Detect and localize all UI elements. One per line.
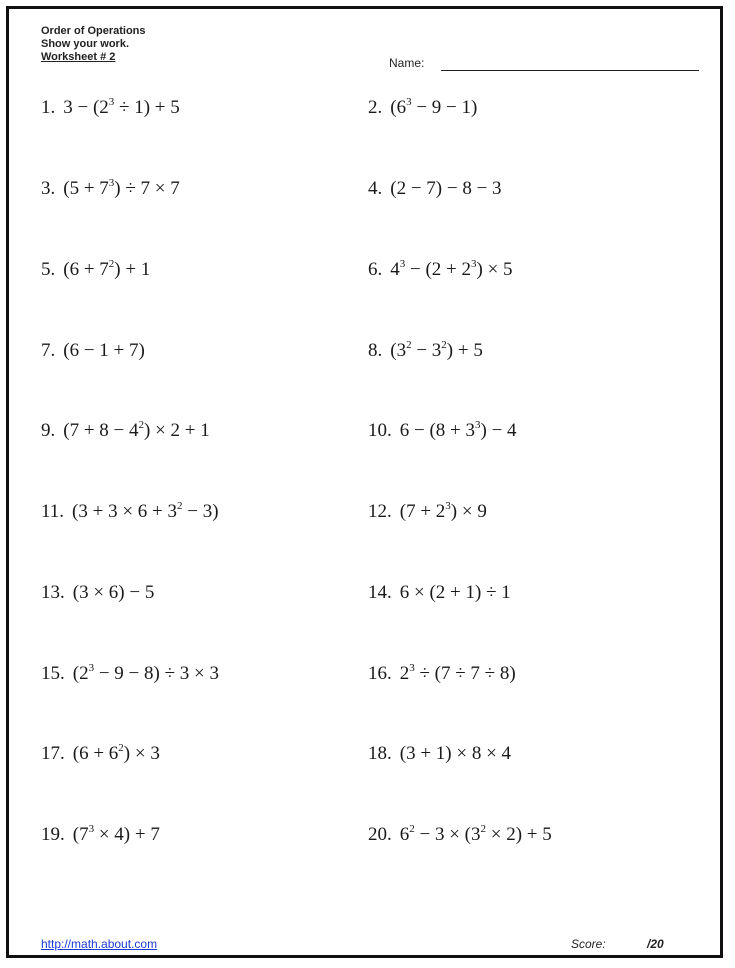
expression-text: (3 × 6) − 5	[72, 582, 155, 603]
exponent: 2	[177, 500, 183, 512]
problem-number: 20.	[368, 824, 392, 845]
exponent: 3	[406, 96, 412, 108]
problem-9	[41, 420, 210, 442]
problem-12	[368, 501, 487, 523]
problem-6	[368, 259, 513, 281]
exponent: 2	[406, 339, 412, 351]
problem-number: 2.	[368, 97, 383, 118]
problem-number: 9.	[41, 420, 56, 441]
expression-text: ) ÷ 7 × 7	[114, 178, 180, 199]
problem-3	[41, 178, 180, 200]
expression-text: (3 + 1) × 8 × 4	[399, 743, 512, 764]
exponent: 2	[409, 823, 415, 835]
problem-number: 3.	[41, 178, 56, 199]
exponent: 2	[441, 339, 447, 351]
problem-number: 4.	[368, 178, 383, 199]
expression-text: − 3 × (3	[414, 824, 481, 845]
expression-text: − 3	[411, 340, 442, 361]
expression-text: ÷ 1) + 5	[114, 97, 180, 118]
exponent: 3	[399, 258, 406, 270]
expression-text: ) × 3	[123, 743, 160, 764]
problem-14	[368, 582, 511, 604]
problem-4	[368, 178, 502, 200]
expression-text: − 9 − 1)	[411, 97, 478, 118]
worksheet-number: Worksheet # 2	[41, 51, 116, 63]
problem-8	[368, 340, 483, 362]
exponent: 3	[108, 96, 115, 108]
worksheet-page	[6, 6, 723, 958]
exponent: 2	[480, 823, 487, 835]
problem-number: 17.	[41, 743, 65, 764]
expression-text: (3	[390, 340, 407, 361]
expression-text: (6 + 7	[63, 259, 109, 280]
problem-number: 13.	[41, 582, 65, 603]
expression-text: ) + 5	[446, 340, 483, 361]
expression-text: (2	[72, 663, 89, 684]
problem-number: 14.	[368, 582, 392, 603]
expression-text: (6 − 1 + 7)	[63, 340, 145, 361]
expression-text: ) − 4	[480, 420, 517, 441]
exponent: 3	[409, 662, 415, 674]
problem-number: 11.	[41, 501, 65, 522]
problem-13	[41, 582, 154, 604]
name-label: Name:	[389, 56, 425, 70]
expression-text: (7	[72, 824, 89, 845]
expression-text: ) × 2 + 1	[144, 420, 210, 441]
expression-text: ÷ (7 ÷ 7 ÷ 8)	[414, 663, 516, 684]
problem-number: 18.	[368, 743, 392, 764]
problem-number: 12.	[368, 501, 392, 522]
exponent: 3	[108, 177, 115, 189]
expression-text: (7 + 8 − 4	[63, 420, 139, 441]
score-total: /20	[647, 937, 664, 951]
problem-number: 15.	[41, 663, 65, 684]
problem-20	[368, 824, 552, 846]
problem-2	[368, 97, 477, 119]
expression-text: 2	[399, 663, 410, 684]
expression-text: ) × 5	[476, 259, 513, 280]
exponent: 2	[118, 742, 124, 754]
source-link[interactable]: http://math.about.com	[41, 937, 158, 951]
problem-10	[368, 420, 517, 442]
problem-number: 7.	[41, 340, 56, 361]
expression-text: − (2 + 2	[405, 259, 472, 280]
problem-number: 16.	[368, 663, 392, 684]
problem-16	[368, 663, 516, 685]
exponent: 3	[445, 500, 451, 512]
expression-text: 6 − (8 + 3	[399, 420, 476, 441]
exponent: 3	[88, 662, 95, 674]
problem-1	[41, 97, 180, 119]
problem-number: 19.	[41, 824, 65, 845]
exponent: 2	[138, 419, 145, 431]
problem-number: 10.	[368, 420, 392, 441]
exponent: 3	[88, 823, 95, 835]
expression-text: ) × 9	[450, 501, 487, 522]
expression-text: (2 − 7) − 8 − 3	[390, 178, 502, 199]
expression-text: 6	[399, 824, 410, 845]
problem-number: 8.	[368, 340, 383, 361]
problem-number: 5.	[41, 259, 56, 280]
exponent: 3	[471, 258, 477, 270]
expression-text: (6 + 6	[72, 743, 119, 764]
expression-text: ) + 1	[114, 259, 151, 280]
expression-text: × 4) + 7	[94, 824, 160, 845]
expression-text: 3 − (2	[63, 97, 109, 118]
problem-number: 6.	[368, 259, 383, 280]
problem-19	[41, 824, 160, 846]
problem-7	[41, 340, 145, 362]
expression-text: (6	[390, 97, 407, 118]
problem-18	[368, 743, 511, 765]
problem-15	[41, 663, 219, 685]
expression-text: (5 + 7	[63, 178, 109, 199]
expression-text: × 2) + 5	[486, 824, 552, 845]
expression-text: − 9 − 8) ÷ 3 × 3	[94, 663, 219, 684]
problem-5	[41, 259, 150, 281]
expression-text: (3 + 3 × 6 + 3	[72, 501, 178, 522]
exponent: 3	[475, 419, 481, 431]
name-field-line[interactable]	[441, 70, 699, 71]
worksheet-instruction: Show your work.	[41, 38, 130, 50]
problem-11	[41, 501, 219, 523]
problem-number: 1.	[41, 97, 56, 118]
exponent: 2	[108, 258, 115, 270]
expression-text: − 3)	[182, 501, 219, 522]
expression-text: (7 + 2	[399, 501, 446, 522]
expression-text: 6 × (2 + 1) ÷ 1	[399, 582, 511, 603]
score-label: Score:	[571, 937, 606, 951]
problem-17	[41, 743, 160, 765]
worksheet-title: Order of Operations	[41, 25, 146, 37]
expression-text: 4	[390, 259, 400, 280]
